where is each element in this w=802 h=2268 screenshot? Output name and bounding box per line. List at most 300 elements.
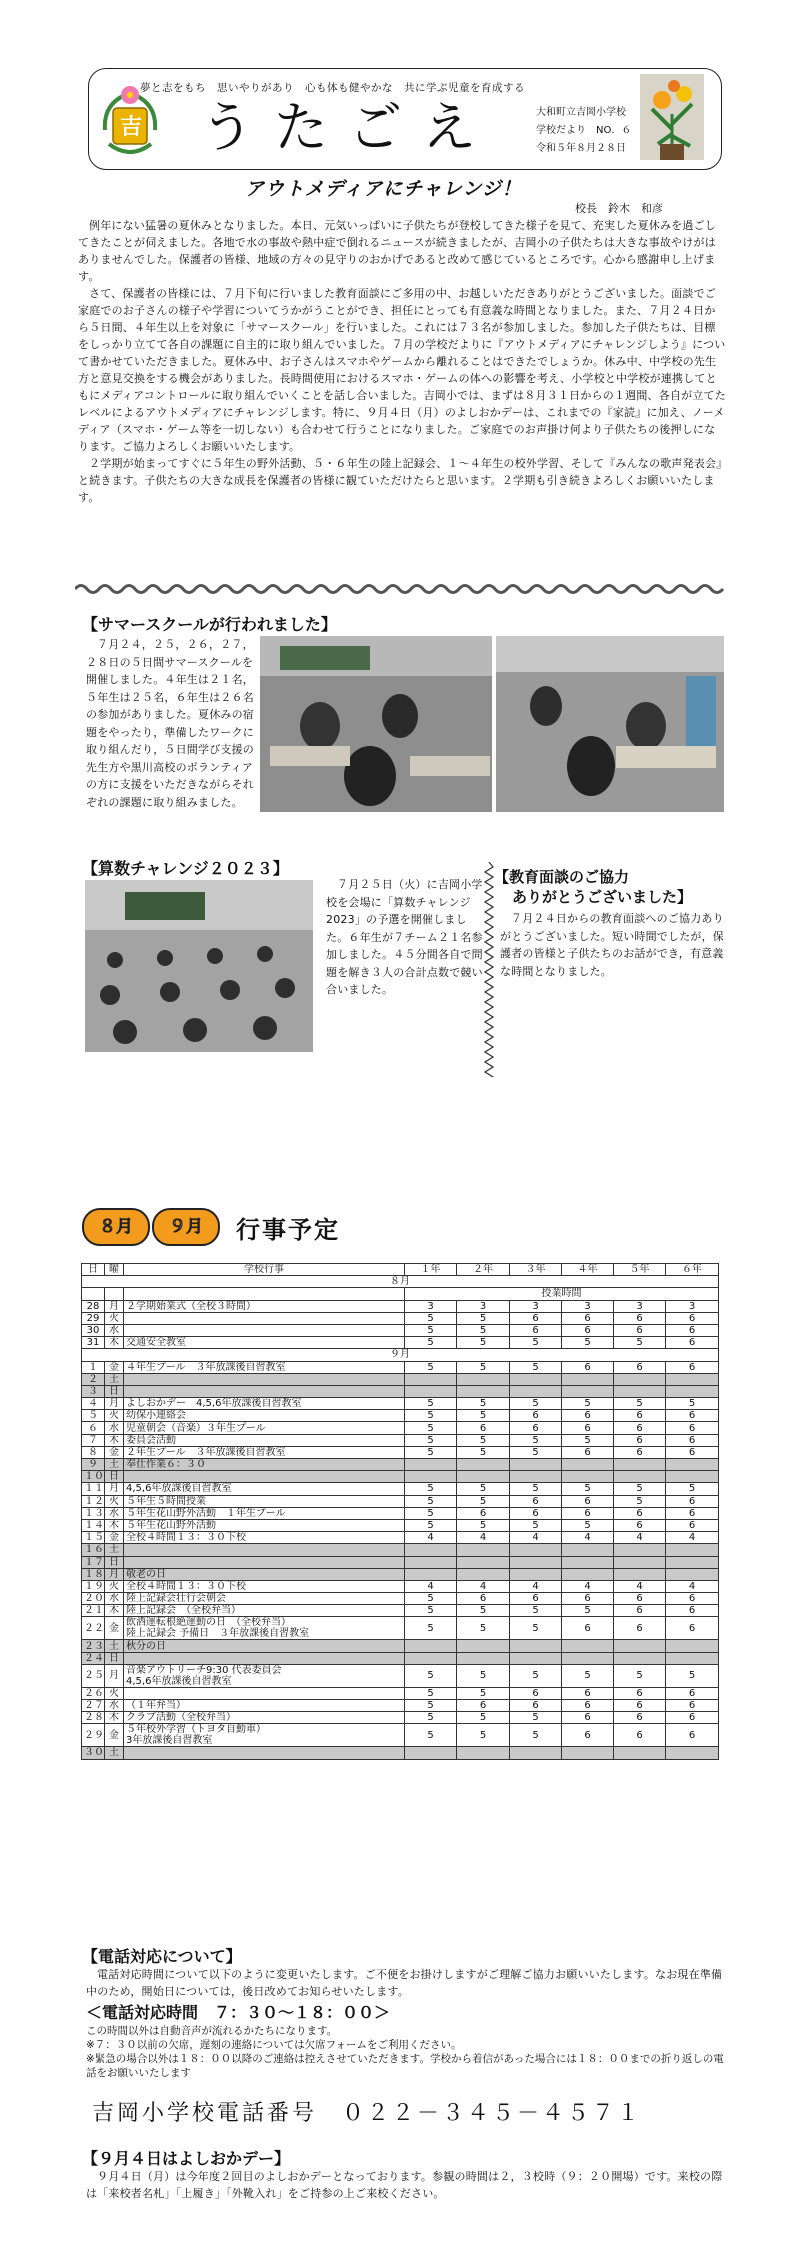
weekday-cell: 土 [105,1373,124,1385]
schedule-row [82,1483,719,1495]
hours-cell [562,1640,614,1652]
hours-cell: 5 [405,1593,457,1605]
issue-number: 学校だより NO．６ [536,125,632,136]
hours-cell: 6 [666,1337,719,1349]
hours-cell: 4 [510,1580,562,1592]
day-cell: ８ [82,1446,105,1458]
hours-cell: 6 [614,1422,666,1434]
hours-cell: 6 [510,1507,562,1519]
hours-cell: 4 [562,1580,614,1592]
hours-cell [510,1747,562,1759]
hours-cell: 5 [405,1495,457,1507]
hours-cell: 6 [614,1434,666,1446]
hours-cell: 5 [614,1495,666,1507]
hours-cell: 5 [614,1483,666,1495]
event-line: 陸上記録会 予備日 ３年放課後自習教室 [126,1628,310,1640]
schedule-header-row [82,1264,719,1276]
hours-cell: 5 [457,1398,510,1410]
hours-cell [614,1747,666,1759]
hours-cell: 6 [666,1422,719,1434]
day-cell: 29 [82,1312,105,1324]
hours-cell: 5 [614,1337,666,1349]
hours-cell: 5 [510,1398,562,1410]
hours-cell: 5 [405,1483,457,1495]
hours-cell: 5 [457,1312,510,1324]
hours-cell: 5 [405,1410,457,1422]
event-cell: ２学期始業式（全校３時間） [124,1300,405,1312]
hours-cell: 5 [562,1337,614,1349]
day-cell: ２１ [82,1605,105,1617]
hours-cell [405,1385,457,1397]
schedule-row [82,1687,719,1699]
article-body [78,217,726,506]
schedule-row [82,1312,719,1324]
hours-cell [666,1385,719,1397]
hours-cell: 5 [510,1605,562,1617]
hours-cell [614,1544,666,1556]
hours-cell [666,1459,719,1471]
hours-cell: 4 [666,1580,719,1592]
weekday-cell: 土 [105,1640,124,1652]
day-cell: ２４ [82,1652,105,1664]
event-cell: 児童朝会（音楽）３年生プール [124,1422,405,1434]
day-cell: １７ [82,1556,105,1568]
hours-cell [457,1373,510,1385]
weekday-cell: 月 [105,1300,124,1312]
hours-cell [510,1652,562,1664]
hours-cell [405,1459,457,1471]
hours-cell: 5 [457,1495,510,1507]
school-name: 大和町立吉岡小学校 [536,107,626,118]
event-cell: （１年弁当） [124,1700,405,1712]
hours-cell [405,1373,457,1385]
schedule-row [82,1471,719,1483]
summer-school-heading: 【サマースクールが行われました】 [82,615,337,634]
schedule-row [82,1519,719,1531]
hours-cell [405,1556,457,1568]
weekday-cell: 水 [105,1700,124,1712]
article-paragraph: ２学期が始まってすぐに５年生の野外活動、５・６年生の陸上記録会、１～４年生の校外学習、そして『みんなの歌声発表会』と続きます。子供たちの大きな成長を保護者の皆様に観ていただけたらと思います。２学期も引き続きよろしくお願いいたします。 [78,457,722,504]
hours-cell [405,1747,457,1759]
month-badge-september-label: ９月 [169,1217,203,1237]
header-cell: 日 [82,1264,105,1276]
math-challenge-text-frame [326,876,484,999]
article-paragraph: さて、保護者の皆様には、７月下旬に行いました教育面談にご多用の中、お越しいただきありがとうございました。面談でご家庭でのお子さんの様子や学習についてうかがうことができ、担任にとっても有意義な時間となりました。また、７月２４日から５日間、４年生以上を対象に「サマースクール」を行いました。これには７３名が参加しました。参加した子供たちは、目標をしっかり立てて各自の課題に自主的に取り組んでいました。７月の学校だよりに『アウトメディアにチャレンジしよう』について書かせていただきました。夏休み中、お子さんはスマホやゲームから離れることはできたでしょうか。休み中、中学校の先生方と意見交換をする機会がありました。長時間使用におけるスマホ・ゲームの体への影響を考え、小学校と中学校が連携してともにメディアコントロールに取り組んでいくことを話し合いました。吉岡小では、まずは８月３１日からの１週間、各自が立てたレベルによるアウトメディアにチャレンジします。特に、９月４日（月）のよしおかデーは、これまでの『家読』に加え、ノーメディア（スマホ・ゲーム等を一切しない）も合わせて行うことになりました。ご家庭でのお声掛け何より子供たちの後押しになります。ご協力よろしくお願いいたします。 [78,287,726,453]
day-cell: ３ [82,1385,105,1397]
schedule-table [81,1263,719,1760]
hours-cell: 4 [405,1532,457,1544]
hours-cell [614,1652,666,1664]
hours-cell [510,1640,562,1652]
month-badge-august-label: ８月 [99,1217,133,1237]
hours-cell [562,1459,614,1471]
event-cell: クラブ活動（全校弁当） [124,1712,405,1724]
hours-cell: 6 [562,1700,614,1712]
hours-cell: 4 [510,1532,562,1544]
hours-cell: 6 [614,1446,666,1458]
header-cell: ３年 [510,1264,562,1276]
hours-cell: 6 [666,1507,719,1519]
day-cell: ２５ [82,1664,105,1687]
hours-cell: 5 [510,1724,562,1747]
hours-cell: 6 [666,1361,719,1373]
hours-cell: 5 [405,1712,457,1724]
schedule-row [82,1605,719,1617]
schedule-row [82,1337,719,1349]
hours-cell: 4 [614,1580,666,1592]
hours-cell: 5 [666,1398,719,1410]
hours-cell [457,1385,510,1397]
hours-cell [510,1459,562,1471]
weekday-cell: 日 [105,1556,124,1568]
hours-cell [666,1568,719,1580]
hours-cell: 5 [562,1483,614,1495]
schedule-row [82,1361,719,1373]
hours-cell [562,1568,614,1580]
header-cell: ５年 [614,1264,666,1276]
hours-cell [614,1373,666,1385]
month-badge-august [82,1208,150,1246]
event-cell: ２年生プール ３年放課後自習教室 [124,1446,405,1458]
hours-cell: 5 [405,1434,457,1446]
hours-cell: 6 [510,1700,562,1712]
day-cell: ２９ [82,1724,105,1747]
event-cell: 敬老の日 [124,1568,405,1580]
event-cell [124,1373,405,1385]
hours-cell: 6 [614,1507,666,1519]
hours-cell: 5 [457,1324,510,1336]
event-cell: ４年生プール ３年放課後自習教室 [124,1361,405,1373]
hours-cell [666,1640,719,1652]
weekday-cell: 月 [105,1483,124,1495]
hours-cell: 6 [562,1446,614,1458]
yoshioka-day-text: ９月４日（月）は今年度２回目のよしおかデーとなっております。参観の時間は２，３校時（９：２０開場）です。来校の際は「来校者名札」「上履き」「外靴入れ」をご持参の上ご来校ください。 [86,2170,723,2200]
hours-cell: 5 [457,1712,510,1724]
day-cell: １９ [82,1580,105,1592]
header-cell: 学校行事 [124,1264,405,1276]
hours-cell: 4 [614,1532,666,1544]
hours-cell: 6 [614,1617,666,1640]
hours-cell [666,1556,719,1568]
hours-cell: 3 [457,1300,510,1312]
hours-cell [614,1568,666,1580]
hours-cell: 6 [510,1410,562,1422]
weekday-cell: 木 [105,1337,124,1349]
header-cell: ６年 [666,1264,719,1276]
weekday-cell: 木 [105,1519,124,1531]
hours-cell [457,1652,510,1664]
summer-school-text-frame [86,636,256,811]
event-line: 4,5,6年放課後自習教室 [126,1675,232,1687]
hours-cell: 6 [666,1446,719,1458]
day-cell: 30 [82,1324,105,1336]
hours-cell: 6 [614,1519,666,1531]
article-heading: アウトメディアにチャレンジ！ [245,178,522,200]
hours-cell [666,1544,719,1556]
weekday-cell: 金 [105,1532,124,1544]
day-cell: ２０ [82,1593,105,1605]
hours-cell [405,1652,457,1664]
schedule-row [82,1398,719,1410]
schedule-row [82,1300,719,1312]
event-cell: 全校４時間１３：３０下校 [124,1532,405,1544]
schedule-row [82,1507,719,1519]
event-cell [124,1324,405,1336]
schedule-row [82,1324,719,1336]
hours-cell [562,1747,614,1759]
day-cell: ２６ [82,1687,105,1699]
schedule-row [82,1434,719,1446]
event-cell [124,1617,405,1640]
hours-cell: 6 [614,1324,666,1336]
schedule-row [82,1580,719,1592]
event-cell: よしおかデー 4,5,6年放課後自習教室 [124,1398,405,1410]
hours-cell: 6 [457,1593,510,1605]
phone-note: ※７：３０以前の欠席，遅刻の連絡については欠席フォームをご利用ください。 [86,2039,462,2051]
hours-cell: 6 [562,1324,614,1336]
summer-school-photo-1 [260,636,492,812]
hours-cell: 5 [510,1519,562,1531]
weekday-cell: 月 [105,1664,124,1687]
weekday-cell: 金 [105,1361,124,1373]
month-row-august [82,1276,719,1288]
summer-school-text: ７月２４，２５，２６，２７，２８日の５日間サマースクールを開催しました。４年生は２１名，５年生は２５名，６年生は２６名の参加がありました。夏休みの宿題をやったり，準備したワークに取り組んだり，５日間学び支援の先生方や黒川高校のボランティアの方に支援をいただきながらそれぞれの課題に取り組みました。 [86,638,254,809]
hours-cell: 6 [562,1495,614,1507]
header-cell: １年 [405,1264,457,1276]
hours-cell: 5 [562,1664,614,1687]
schedule-title: 行事予定 [236,1216,340,1244]
hours-cell: 6 [510,1324,562,1336]
hours-cell: 5 [405,1422,457,1434]
weekday-cell: 土 [105,1459,124,1471]
event-cell [124,1385,405,1397]
weekday-cell: 日 [105,1652,124,1664]
event-cell [124,1556,405,1568]
hours-cell: 5 [405,1687,457,1699]
hours-cell [457,1640,510,1652]
event-cell [124,1652,405,1664]
hours-cell: 6 [666,1724,719,1747]
hours-cell: 6 [614,1700,666,1712]
article-author: 校長 鈴木 和彦 [575,202,663,215]
hours-cell: 5 [562,1605,614,1617]
hours-cell: 6 [562,1617,614,1640]
month-label: ９月 [82,1349,719,1361]
wavy-divider [75,580,725,592]
day-cell: ２８ [82,1712,105,1724]
hours-cell [562,1385,614,1397]
hours-cell [510,1544,562,1556]
hours-cell: 6 [562,1712,614,1724]
day-cell: １ [82,1361,105,1373]
day-cell: １６ [82,1544,105,1556]
hours-cell: 6 [614,1687,666,1699]
hours-cell: 5 [457,1337,510,1349]
hours-cell [510,1556,562,1568]
event-cell [124,1312,405,1324]
hours-cell [457,1544,510,1556]
schedule-row [82,1422,719,1434]
hours-cell: 6 [614,1712,666,1724]
weekday-cell: 金 [105,1617,124,1640]
day-cell: ６ [82,1422,105,1434]
hours-cell: 3 [614,1300,666,1312]
hours-cell [510,1373,562,1385]
event-line: ５年校外学習（トヨタ自動車） [126,1724,266,1736]
event-cell [124,1664,405,1687]
hours-cell: 6 [457,1422,510,1434]
hours-cell: 5 [405,1398,457,1410]
weekday-cell: 金 [105,1446,124,1458]
weekday-cell: 水 [105,1507,124,1519]
hours-cell: 6 [666,1312,719,1324]
schedule-row [82,1544,719,1556]
interview-text-frame [500,910,726,980]
event-cell [124,1724,405,1747]
yoshioka-day-heading: 【９月４日はよしおかデー】 [82,2149,291,2168]
hours-cell: 4 [562,1532,614,1544]
hours-cell: 5 [405,1700,457,1712]
event-cell: 交通安全教室 [124,1337,405,1349]
hours-cell: 5 [510,1712,562,1724]
day-cell: ２７ [82,1700,105,1712]
day-cell: １０ [82,1471,105,1483]
issue-date: 令和５年８月２８日 [536,143,626,154]
weekday-cell: 月 [105,1398,124,1410]
hours-cell [666,1471,719,1483]
schedule-row [82,1747,719,1759]
hours-cell [457,1747,510,1759]
hours-cell [614,1640,666,1652]
hours-cell [666,1373,719,1385]
weekday-cell: 火 [105,1687,124,1699]
event-cell [124,1471,405,1483]
hours-cell [405,1544,457,1556]
schedule-row [82,1640,719,1652]
weekday-cell: 月 [105,1568,124,1580]
class-hours-label: 授業時間 [405,1288,719,1300]
weekday-cell: 水 [105,1593,124,1605]
hours-cell: 5 [666,1664,719,1687]
schedule-row [82,1385,719,1397]
day-cell: １４ [82,1519,105,1531]
hours-cell: 3 [510,1300,562,1312]
weekday-cell: 火 [105,1410,124,1422]
hours-cell: 6 [666,1687,719,1699]
hours-cell: 5 [614,1664,666,1687]
phone-number: 吉岡小学校電話番号 ０２２－３４５－４５７１ [92,2101,643,2126]
hours-cell: 5 [457,1664,510,1687]
hours-cell: 6 [614,1312,666,1324]
event-cell: 陸上記録会 （全校弁当） [124,1605,405,1617]
hours-cell: 5 [510,1434,562,1446]
phone-heading: 【電話対応について】 [82,1947,242,1966]
hours-cell [405,1640,457,1652]
hours-cell [510,1471,562,1483]
schedule-row [82,1712,719,1724]
hours-cell: 5 [510,1664,562,1687]
hours-cell: 6 [666,1605,719,1617]
weekday-cell: 水 [105,1324,124,1336]
hours-cell: 5 [457,1483,510,1495]
weekday-cell: 金 [105,1724,124,1747]
hours-cell: 5 [405,1507,457,1519]
hours-cell [405,1568,457,1580]
hours-cell: 5 [562,1434,614,1446]
column-divider [484,862,494,1077]
hours-cell: 6 [562,1410,614,1422]
event-cell [124,1544,405,1556]
hours-cell [405,1471,457,1483]
hours-cell: 5 [510,1337,562,1349]
yoshioka-day-text-frame [86,2168,726,2202]
hours-cell: 5 [457,1724,510,1747]
event-cell [124,1687,405,1699]
day-cell: ２３ [82,1640,105,1652]
hours-cell: 5 [405,1605,457,1617]
hours-cell [562,1652,614,1664]
day-cell: ９ [82,1459,105,1471]
weekday-cell: 木 [105,1712,124,1724]
hours-cell: 6 [614,1410,666,1422]
schedule-row [82,1700,719,1712]
hours-cell: 5 [405,1324,457,1336]
hours-cell: 3 [562,1300,614,1312]
schedule-row [82,1568,719,1580]
hours-cell: 5 [405,1664,457,1687]
schedule-row [82,1593,719,1605]
hours-cell: 5 [457,1617,510,1640]
hours-cell: 4 [457,1580,510,1592]
event-cell: 秋分の日 [124,1640,405,1652]
emblem-character: 吉 [119,115,142,140]
hours-cell [457,1459,510,1471]
hours-cell: 5 [405,1312,457,1324]
hours-cell [562,1556,614,1568]
hours-cell [666,1747,719,1759]
hours-cell: 6 [562,1687,614,1699]
hours-cell: 6 [666,1410,719,1422]
hours-cell [457,1556,510,1568]
day-cell: 31 [82,1337,105,1349]
weekday-cell: 火 [105,1580,124,1592]
hours-cell: 6 [510,1422,562,1434]
interview-heading-line2: ありがとうございました】 [512,888,693,906]
hours-cell [562,1373,614,1385]
month-row-september [82,1349,719,1361]
hours-cell: 6 [666,1700,719,1712]
hours-cell: 6 [562,1361,614,1373]
hours-cell: 6 [510,1593,562,1605]
header-cell: ２年 [457,1264,510,1276]
hours-cell: 5 [405,1617,457,1640]
day-cell: ４ [82,1398,105,1410]
schedule-row [82,1652,719,1664]
schedule-row [82,1446,719,1458]
weekday-cell: 火 [105,1312,124,1324]
day-cell: ３０ [82,1747,105,1759]
hours-cell: 5 [510,1361,562,1373]
hours-cell: 6 [666,1593,719,1605]
hours-cell [510,1385,562,1397]
schedule-row [82,1724,719,1747]
month-label: ８月 [82,1276,719,1288]
hours-cell: 5 [457,1434,510,1446]
event-cell: 委員会活動 [124,1434,405,1446]
schedule-row [82,1664,719,1687]
day-cell: １１ [82,1483,105,1495]
event-cell: 奉仕作業６：３０ [124,1459,405,1471]
